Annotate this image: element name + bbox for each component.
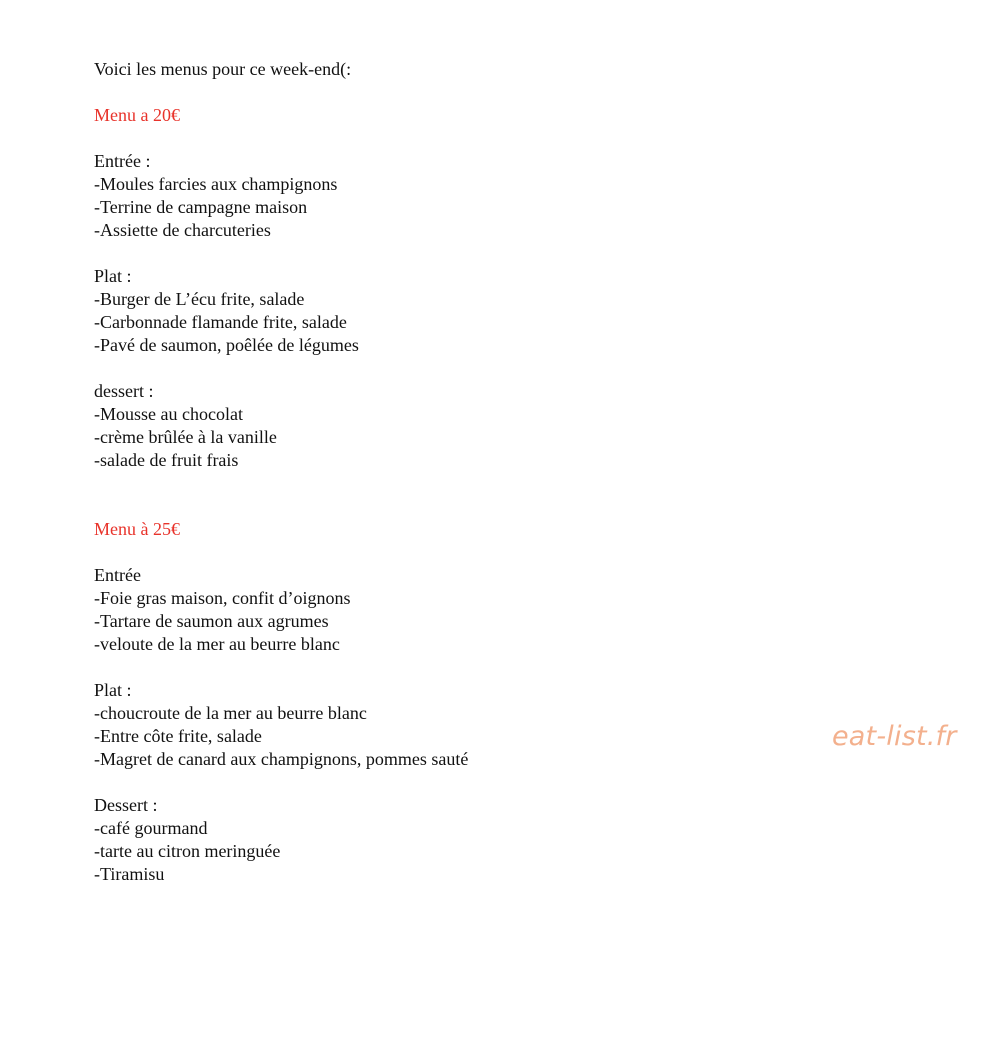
menu-item: -tarte au citron meringuée	[94, 841, 281, 861]
menu-item: -Magret de canard aux champignons, pommes sauté	[94, 749, 469, 769]
menu-item: -Tiramisu	[94, 864, 165, 884]
menu-item: -Mousse au chocolat	[94, 404, 243, 424]
menu-item: -Burger de L’écu frite, salade	[94, 289, 305, 309]
section-heading-plat: Plat :	[94, 266, 132, 286]
menu-item: -choucroute de la mer au beurre blanc	[94, 703, 367, 723]
section-heading-plat: Plat :	[94, 680, 132, 700]
intro-text: Voici les menus pour ce week-end(:	[94, 59, 352, 79]
menu-title-25: Menu à 25€	[94, 519, 180, 539]
menu-item: -Carbonnade flamande frite, salade	[94, 312, 347, 332]
section-heading-dessert: Dessert :	[94, 795, 158, 815]
menu-item: -Terrine de campagne maison	[94, 197, 308, 217]
menu-item: -crème brûlée à la vanille	[94, 427, 277, 447]
menu-item: -salade de fruit frais	[94, 450, 239, 470]
section-heading-entree: Entrée :	[94, 151, 151, 171]
menu-title-20: Menu a 20€	[94, 105, 180, 125]
section-heading-entree: Entrée	[94, 565, 141, 585]
menu-item: -Moules farcies aux champignons	[94, 174, 338, 194]
menu-item: -Assiette de charcuteries	[94, 220, 271, 240]
menu-item: -Pavé de saumon, poêlée de légumes	[94, 335, 359, 355]
watermark-logo: eat-list.fr	[832, 721, 957, 752]
section-heading-dessert: dessert :	[94, 381, 154, 401]
menu-document	[94, 58, 794, 886]
menu-item: -Entre côte frite, salade	[94, 726, 262, 746]
menu-item: -veloute de la mer au beurre blanc	[94, 634, 340, 654]
menu-item: -Foie gras maison, confit d’oignons	[94, 588, 351, 608]
menu-item: -Tartare de saumon aux agrumes	[94, 611, 329, 631]
menu-item: -café gourmand	[94, 818, 208, 838]
